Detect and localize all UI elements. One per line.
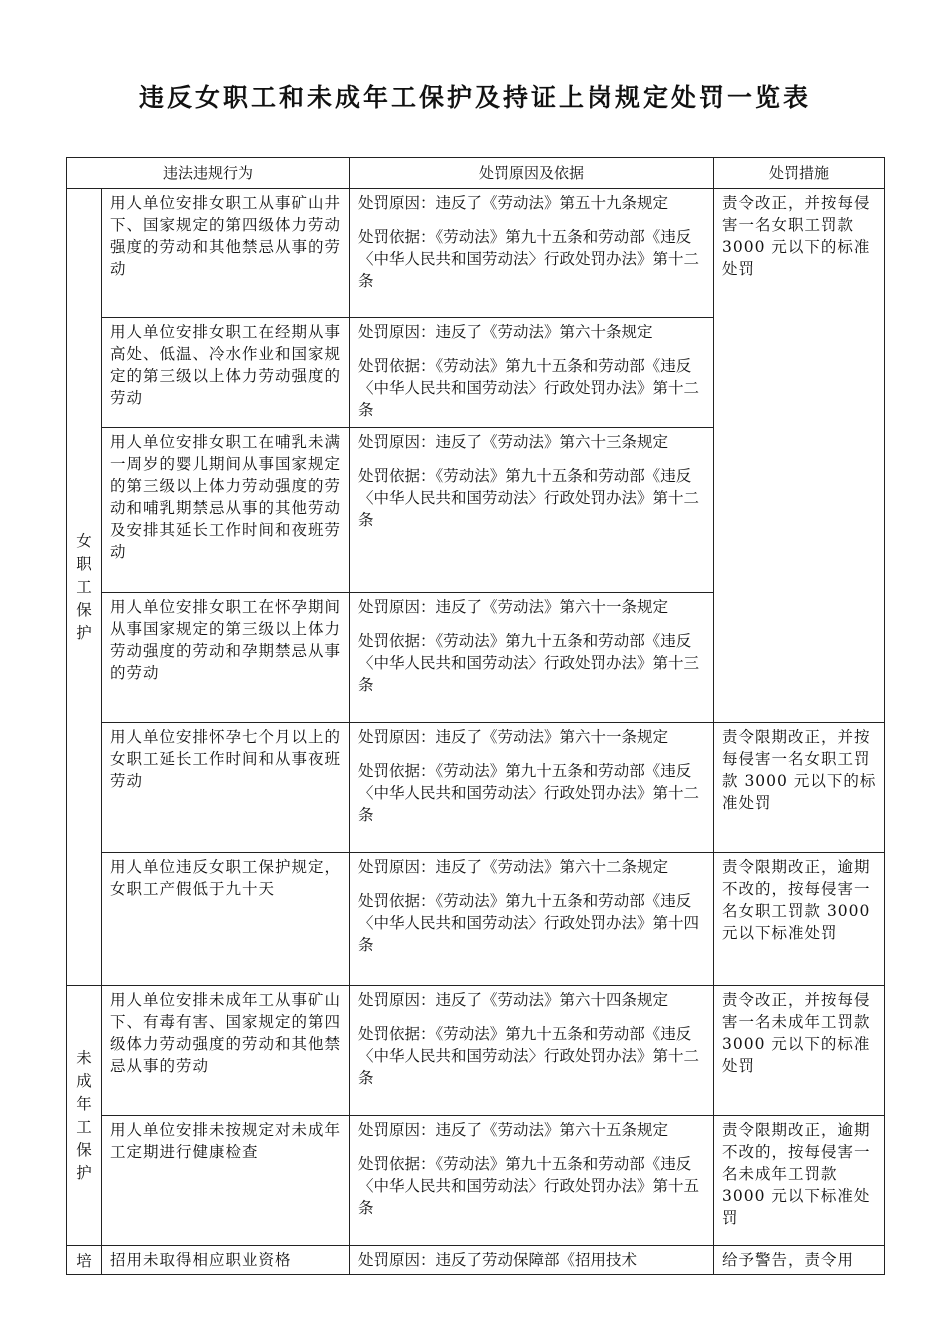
behavior-cell: 招用未取得相应职业资格: [102, 1246, 350, 1275]
behavior-cell: 用人单位安排怀孕七个月以上的女职工延长工作时间和从事夜班劳动: [102, 723, 350, 853]
basis-text: 处罚依据：《劳动法》第九十五条和劳动部《违反〈中华人民共和国劳动法〉行政处罚办法》第十二条: [358, 357, 700, 419]
reason-basis-cell: [350, 189, 714, 318]
basis-text: 处罚依据：《劳动法》第九十五条和劳动部《违反〈中华人民共和国劳动法〉行政处罚办法》第十二条: [358, 467, 700, 529]
category-minor-workers: 未成年工保护: [67, 986, 102, 1246]
reason-basis-cell: 处罚原因：违反了劳动保障部《招用技术: [350, 1246, 714, 1275]
reason-basis-cell: [350, 593, 714, 723]
basis-text: 处罚依据：《劳动法》第九十五条和劳动部《违反〈中华人民共和国劳动法〉行政处罚办法》第十二条: [358, 228, 700, 290]
basis-text: 处罚依据：《劳动法》第九十五条和劳动部《违反〈中华人民共和国劳动法〉行政处罚办法》第十五条: [358, 1155, 700, 1217]
measure-cell: 责令改正，并按每侵害一名女职工罚款 3000 元以下的标准处罚: [714, 189, 885, 723]
table-header-row: [67, 158, 885, 189]
category-female-workers: 女职工保护: [67, 189, 102, 986]
table-row: [67, 1246, 885, 1275]
reason-text: 处罚原因：违反了《劳动法》第五十九条规定: [358, 194, 669, 212]
basis-text: 处罚依据：《劳动法》第九十五条和劳动部《违反〈中华人民共和国劳动法〉行政处罚办法》第十二条: [358, 1025, 700, 1087]
reason-text: 处罚原因：违反了《劳动法》第六十五条规定: [358, 1121, 669, 1139]
behavior-cell: 用人单位安排未成年工从事矿山下、有毒有害、国家规定的第四级体力劳动强度的劳动和其他禁忌从事的劳动: [102, 986, 350, 1116]
reason-basis-cell: [350, 428, 714, 593]
reason-text: 处罚原因：违反了《劳动法》第六十一条规定: [358, 728, 669, 746]
basis-text: 处罚依据：《劳动法》第九十五条和劳动部《违反〈中华人民共和国劳动法〉行政处罚办法》第十二条: [358, 762, 700, 824]
behavior-cell: 用人单位安排女职工在经期从事高处、低温、冷水作业和国家规定的第三级以上体力劳动强度的劳动: [102, 318, 350, 428]
measure-cell: 责令限期改正，并按每侵害一名女职工罚款 3000 元以下的标准处罚: [714, 723, 885, 853]
table-row: [67, 189, 885, 318]
behavior-cell: 用人单位安排女职工在哺乳未满一周岁的婴儿期间从事国家规定的第三级以上体力劳动强度的劳动和哺乳期禁忌从事的其他劳动及安排其延长工作时间和夜班劳动: [102, 428, 350, 593]
measure-cell: 责令改正，并按每侵害一名未成年工罚款 3000 元以下的标准处罚: [714, 986, 885, 1116]
table-row: [67, 1116, 885, 1246]
table-row: [67, 986, 885, 1116]
reason-basis-cell: [350, 723, 714, 853]
basis-text: 处罚依据：《劳动法》第九十五条和劳动部《违反〈中华人民共和国劳动法〉行政处罚办法》第十三条: [358, 632, 700, 694]
reason-text: 处罚原因：违反了《劳动法》第六十四条规定: [358, 991, 669, 1009]
reason-text: 处罚原因：违反了《劳动法》第六十二条规定: [358, 858, 669, 876]
behavior-cell: 用人单位违反女职工保护规定，女职工产假低于九十天: [102, 853, 350, 986]
basis-text: 处罚依据：《劳动法》第九十五条和劳动部《违反〈中华人民共和国劳动法〉行政处罚办法》第十四条: [358, 892, 700, 954]
measure-cell: 给予警告，责令用: [714, 1246, 885, 1275]
reason-text: 处罚原因：违反了《劳动法》第六十条规定: [358, 323, 653, 341]
penalty-table: [66, 157, 885, 1275]
reason-basis-cell: [350, 318, 714, 428]
measure-cell: 责令限期改正，逾期不改的，按每侵害一名未成年工罚款 3000 元以下标准处罚: [714, 1116, 885, 1246]
behavior-cell: 用人单位安排女职工在怀孕期间从事国家规定的第三级以上体力劳动强度的劳动和孕期禁忌从事的劳动: [102, 593, 350, 723]
header-reason-basis: 处罚原因及依据: [350, 158, 714, 189]
header-behavior: 违法违规行为: [67, 158, 350, 189]
header-measure: 处罚措施: [714, 158, 885, 189]
table-row: [67, 723, 885, 853]
page-title: 违反女职工和未成年工保护及持证上岗规定处罚一览表: [138, 83, 811, 112]
reason-basis-cell: [350, 853, 714, 986]
measure-cell: 责令限期改正，逾期不改的，按每侵害一名女职工罚款 3000 元以下标准处罚: [714, 853, 885, 986]
reason-text: 处罚原因：违反了《劳动法》第六十三条规定: [358, 433, 669, 451]
behavior-cell: 用人单位安排女职工从事矿山井下、国家规定的第四级体力劳动强度的劳动和其他禁忌从事的劳动: [102, 189, 350, 318]
behavior-cell: 用人单位安排未按规定对未成年工定期进行健康检查: [102, 1116, 350, 1246]
category-training: 培: [67, 1246, 102, 1275]
reason-text: 处罚原因：违反了《劳动法》第六十一条规定: [358, 598, 669, 616]
reason-basis-cell: [350, 986, 714, 1116]
reason-basis-cell: [350, 1116, 714, 1246]
table-row: [67, 853, 885, 986]
